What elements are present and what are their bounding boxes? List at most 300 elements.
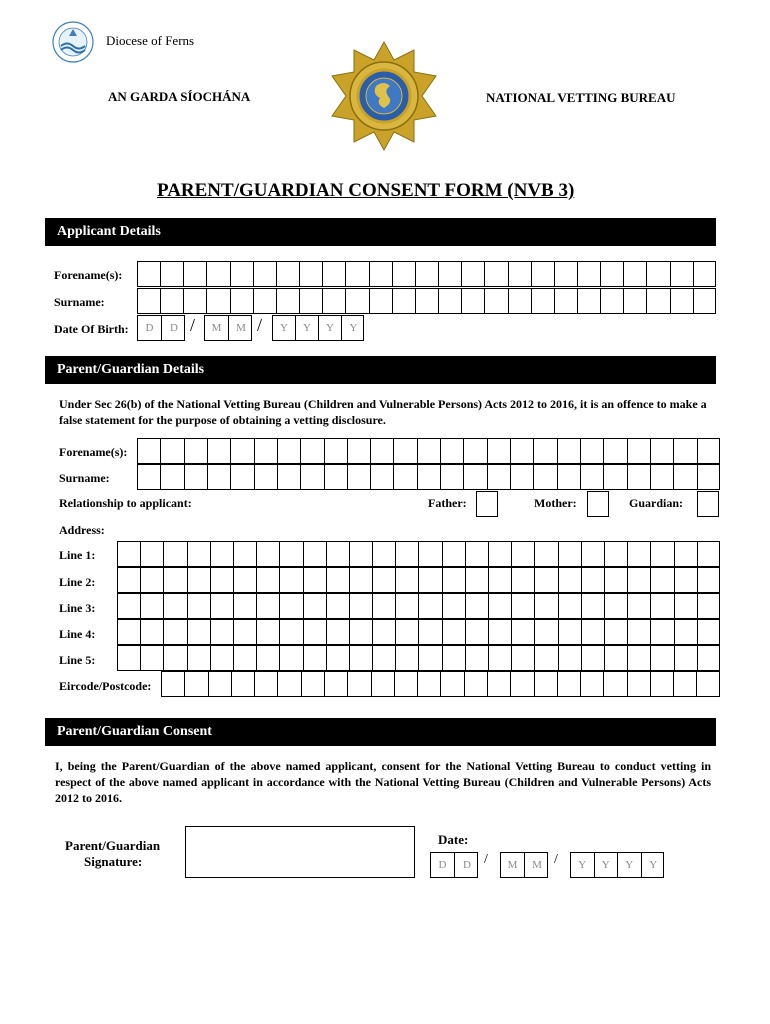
letter-box[interactable]: [439, 262, 462, 286]
letter-box[interactable]: [489, 620, 512, 644]
letter-box[interactable]: [396, 594, 419, 618]
dob-day-1[interactable]: D: [138, 316, 162, 340]
dob-year-2[interactable]: Y: [296, 316, 319, 340]
letter-box[interactable]: [558, 439, 581, 463]
letter-box[interactable]: [697, 672, 720, 696]
letter-box[interactable]: [604, 439, 627, 463]
letter-box[interactable]: [255, 672, 278, 696]
letter-box[interactable]: [211, 620, 234, 644]
letter-box[interactable]: [601, 262, 624, 286]
letter-box[interactable]: [141, 542, 164, 566]
consent-year-1[interactable]: Y: [571, 853, 595, 877]
letter-box[interactable]: [416, 289, 439, 313]
letter-box[interactable]: [280, 594, 303, 618]
letter-box[interactable]: [396, 542, 419, 566]
letter-box[interactable]: [605, 542, 628, 566]
consent-heading: Parent/Guardian Consent: [45, 718, 716, 746]
letter-box[interactable]: [395, 672, 418, 696]
letter-box[interactable]: [651, 646, 674, 670]
letter-box[interactable]: [161, 289, 184, 313]
letter-box[interactable]: [485, 289, 508, 313]
letter-box[interactable]: [416, 262, 439, 286]
letter-box[interactable]: [489, 646, 512, 670]
letter-box[interactable]: [350, 594, 373, 618]
letter-box[interactable]: [558, 465, 581, 489]
letter-box[interactable]: [257, 594, 280, 618]
letter-box[interactable]: [559, 646, 582, 670]
letter-box[interactable]: [443, 568, 466, 592]
letter-box[interactable]: [628, 568, 651, 592]
letter-box[interactable]: [489, 568, 512, 592]
letter-box[interactable]: [394, 465, 417, 489]
letter-box[interactable]: [512, 542, 535, 566]
signature-label-1: Parent/Guardian: [65, 838, 161, 853]
letter-box[interactable]: [304, 568, 327, 592]
letter-box[interactable]: [418, 672, 441, 696]
letter-box[interactable]: [605, 568, 628, 592]
letter-box[interactable]: [443, 646, 466, 670]
letter-box[interactable]: [511, 672, 534, 696]
letter-box[interactable]: [624, 289, 647, 313]
letter-box[interactable]: [188, 542, 211, 566]
letter-box[interactable]: [278, 465, 301, 489]
letter-box[interactable]: [164, 542, 187, 566]
letter-box[interactable]: [346, 289, 369, 313]
letter-box[interactable]: [651, 594, 674, 618]
letter-box[interactable]: [370, 289, 393, 313]
letter-box[interactable]: [118, 542, 141, 566]
letter-box[interactable]: [418, 439, 441, 463]
letter-box[interactable]: [141, 594, 164, 618]
letter-box[interactable]: [188, 594, 211, 618]
letter-box[interactable]: [280, 646, 303, 670]
letter-box[interactable]: [419, 568, 442, 592]
letter-box[interactable]: [301, 465, 324, 489]
letter-box[interactable]: [325, 672, 348, 696]
letter-box[interactable]: [512, 594, 535, 618]
letter-box[interactable]: [559, 594, 582, 618]
letter-box[interactable]: [325, 439, 348, 463]
letter-box[interactable]: [675, 542, 698, 566]
dob-year-boxes[interactable]: [272, 315, 364, 341]
letter-box[interactable]: [280, 542, 303, 566]
letter-box[interactable]: [535, 594, 558, 618]
consent-month-1[interactable]: M: [501, 853, 525, 877]
letter-box[interactable]: [674, 465, 697, 489]
dob-month-boxes[interactable]: [204, 315, 252, 341]
letter-box[interactable]: [138, 262, 161, 286]
letter-box[interactable]: [304, 542, 327, 566]
letter-box[interactable]: [211, 542, 234, 566]
letter-box[interactable]: [509, 262, 532, 286]
letter-box[interactable]: [512, 646, 535, 670]
letter-box[interactable]: [694, 262, 717, 286]
letter-box[interactable]: [578, 262, 601, 286]
letter-box[interactable]: [624, 262, 647, 286]
letter-box[interactable]: [393, 289, 416, 313]
letter-box[interactable]: [466, 542, 489, 566]
letter-box[interactable]: [323, 289, 346, 313]
letter-box[interactable]: [535, 568, 558, 592]
signature-field[interactable]: [185, 826, 415, 878]
parent-surname-boxes[interactable]: [137, 464, 720, 490]
eircode-boxes[interactable]: [161, 671, 720, 697]
letter-box[interactable]: [628, 646, 651, 670]
letter-box[interactable]: [698, 568, 721, 592]
letter-box[interactable]: [488, 439, 511, 463]
letter-box[interactable]: [280, 620, 303, 644]
letter-box[interactable]: [581, 439, 604, 463]
letter-box[interactable]: [675, 594, 698, 618]
letter-box[interactable]: [255, 439, 278, 463]
letter-box[interactable]: [300, 262, 323, 286]
letter-box[interactable]: [141, 646, 164, 670]
letter-box[interactable]: [582, 646, 605, 670]
letter-box[interactable]: [208, 439, 231, 463]
letter-box[interactable]: [327, 594, 350, 618]
letter-box[interactable]: [581, 672, 604, 696]
letter-box[interactable]: [488, 465, 511, 489]
letter-box[interactable]: [118, 646, 141, 670]
dob-year-1[interactable]: Y: [273, 316, 296, 340]
address-line1-boxes[interactable]: [117, 541, 720, 567]
letter-box[interactable]: [396, 620, 419, 644]
letter-box[interactable]: [208, 465, 231, 489]
dob-year-4[interactable]: Y: [349, 322, 358, 334]
letter-box[interactable]: [443, 620, 466, 644]
letter-box[interactable]: [466, 646, 489, 670]
letter-box[interactable]: [559, 568, 582, 592]
letter-box[interactable]: [232, 672, 255, 696]
letter-box[interactable]: [555, 262, 578, 286]
letter-box[interactable]: [535, 620, 558, 644]
letter-box[interactable]: [698, 542, 721, 566]
father-checkbox[interactable]: [476, 491, 498, 517]
letter-box[interactable]: [325, 465, 348, 489]
consent-month-2[interactable]: M: [532, 859, 542, 871]
letter-box[interactable]: [184, 289, 207, 313]
letter-box[interactable]: [348, 672, 371, 696]
letter-box[interactable]: [254, 262, 277, 286]
dob-day-2[interactable]: D: [170, 322, 178, 334]
letter-box[interactable]: [209, 672, 232, 696]
letter-box[interactable]: [465, 672, 488, 696]
letter-box[interactable]: [674, 439, 697, 463]
letter-box[interactable]: [396, 646, 419, 670]
letter-box[interactable]: [184, 262, 207, 286]
letter-box[interactable]: [373, 542, 396, 566]
letter-box[interactable]: [211, 568, 234, 592]
letter-box[interactable]: [185, 465, 208, 489]
letter-box[interactable]: [207, 262, 230, 286]
letter-box[interactable]: [605, 646, 628, 670]
letter-box[interactable]: [581, 465, 604, 489]
letter-box[interactable]: [138, 439, 161, 463]
applicant-forenames-boxes[interactable]: [137, 261, 716, 287]
letter-box[interactable]: [464, 465, 487, 489]
letter-box[interactable]: [118, 568, 141, 592]
letter-box[interactable]: [138, 289, 161, 313]
letter-box[interactable]: [698, 620, 721, 644]
letter-box[interactable]: [234, 620, 257, 644]
letter-box[interactable]: [511, 439, 534, 463]
letter-box[interactable]: [694, 289, 717, 313]
letter-box[interactable]: [257, 542, 280, 566]
letter-box[interactable]: [443, 594, 466, 618]
address-line3-boxes[interactable]: [117, 593, 720, 619]
letter-box[interactable]: [698, 465, 721, 489]
letter-box[interactable]: [441, 439, 464, 463]
parent-forenames-boxes[interactable]: [137, 438, 720, 464]
letter-box[interactable]: [370, 262, 393, 286]
letter-box[interactable]: [371, 439, 394, 463]
letter-box[interactable]: [185, 439, 208, 463]
letter-box[interactable]: [466, 568, 489, 592]
letter-box[interactable]: [419, 620, 442, 644]
mother-checkbox[interactable]: [587, 491, 609, 517]
letter-box[interactable]: [301, 439, 324, 463]
letter-box[interactable]: [441, 465, 464, 489]
applicant-surname-boxes[interactable]: [137, 288, 716, 314]
consent-date-year[interactable]: [570, 852, 664, 878]
letter-box[interactable]: [141, 620, 164, 644]
letter-box[interactable]: [628, 620, 651, 644]
letter-box[interactable]: [118, 594, 141, 618]
letter-box[interactable]: [489, 594, 512, 618]
letter-box[interactable]: [300, 289, 323, 313]
consent-date-month[interactable]: [500, 852, 548, 878]
letter-box[interactable]: [327, 542, 350, 566]
letter-box[interactable]: [188, 568, 211, 592]
letter-box[interactable]: [582, 542, 605, 566]
letter-box[interactable]: [255, 465, 278, 489]
letter-box[interactable]: [532, 262, 555, 286]
letter-box[interactable]: [278, 439, 301, 463]
letter-box[interactable]: [257, 646, 280, 670]
letter-box[interactable]: [164, 568, 187, 592]
letter-box[interactable]: [373, 646, 396, 670]
letter-box[interactable]: [462, 289, 485, 313]
diocese-name: Diocese of Ferns: [106, 33, 195, 48]
letter-box[interactable]: [628, 465, 651, 489]
letter-box[interactable]: [488, 672, 511, 696]
dob-year-3[interactable]: Y: [319, 316, 342, 340]
letter-box[interactable]: [466, 620, 489, 644]
guardian-checkbox[interactable]: [697, 491, 719, 517]
letter-box[interactable]: [671, 289, 694, 313]
letter-box[interactable]: [327, 568, 350, 592]
letter-box[interactable]: [234, 542, 257, 566]
letter-box[interactable]: [257, 568, 280, 592]
letter-box[interactable]: [327, 646, 350, 670]
letter-box[interactable]: [164, 620, 187, 644]
letter-box[interactable]: [535, 646, 558, 670]
letter-box[interactable]: [675, 646, 698, 670]
letter-box[interactable]: [161, 439, 184, 463]
letter-box[interactable]: [698, 594, 721, 618]
letter-box[interactable]: [604, 672, 627, 696]
letter-box[interactable]: [188, 620, 211, 644]
letter-box[interactable]: [511, 465, 534, 489]
letter-box[interactable]: [323, 262, 346, 286]
address-line5-boxes[interactable]: [117, 645, 720, 671]
letter-box[interactable]: [601, 289, 624, 313]
letter-box[interactable]: [555, 289, 578, 313]
letter-box[interactable]: [628, 542, 651, 566]
applicant-forenames-label: Forename(s):: [54, 268, 123, 282]
letter-box[interactable]: [675, 620, 698, 644]
letter-box[interactable]: [234, 646, 257, 670]
letter-box[interactable]: [651, 620, 674, 644]
letter-box[interactable]: [418, 465, 441, 489]
letter-box[interactable]: [348, 439, 371, 463]
letter-box[interactable]: [582, 594, 605, 618]
letter-box[interactable]: [582, 620, 605, 644]
letter-box[interactable]: [628, 594, 651, 618]
letter-box[interactable]: [350, 568, 373, 592]
letter-box[interactable]: [419, 646, 442, 670]
consent-day-2[interactable]: D: [463, 859, 471, 871]
letter-box[interactable]: [509, 289, 532, 313]
letter-box[interactable]: [277, 289, 300, 313]
letter-box[interactable]: [373, 594, 396, 618]
letter-box[interactable]: [605, 620, 628, 644]
dob-month-1[interactable]: M: [205, 316, 229, 340]
letter-box[interactable]: [278, 672, 301, 696]
letter-box[interactable]: [373, 568, 396, 592]
letter-box[interactable]: [671, 262, 694, 286]
dob-day-boxes[interactable]: [137, 315, 185, 341]
letter-box[interactable]: [231, 439, 254, 463]
letter-box[interactable]: [211, 594, 234, 618]
letter-box[interactable]: [164, 646, 187, 670]
letter-box[interactable]: [373, 620, 396, 644]
letter-box[interactable]: [162, 672, 185, 696]
letter-box[interactable]: [257, 620, 280, 644]
letter-box[interactable]: [277, 262, 300, 286]
letter-box[interactable]: [419, 594, 442, 618]
letter-box[interactable]: [674, 672, 697, 696]
parent-details-heading: Parent/Guardian Details: [45, 356, 716, 384]
letter-box[interactable]: [651, 542, 674, 566]
letter-box[interactable]: [605, 594, 628, 618]
letter-box[interactable]: [647, 289, 670, 313]
letter-box[interactable]: [604, 465, 627, 489]
consent-day-1[interactable]: D: [431, 853, 455, 877]
guardian-label: Guardian:: [629, 496, 684, 510]
letter-box[interactable]: [327, 620, 350, 644]
letter-box[interactable]: [578, 289, 601, 313]
letter-box[interactable]: [350, 542, 373, 566]
letter-box[interactable]: [558, 672, 581, 696]
letter-box[interactable]: [559, 542, 582, 566]
letter-box[interactable]: [675, 568, 698, 592]
letter-box[interactable]: [141, 568, 164, 592]
address-line2-boxes[interactable]: [117, 567, 720, 593]
letter-box[interactable]: [118, 620, 141, 644]
letter-box[interactable]: [231, 465, 254, 489]
letter-box[interactable]: [443, 542, 466, 566]
letter-box[interactable]: [304, 594, 327, 618]
letter-box[interactable]: [464, 439, 487, 463]
letter-box[interactable]: [231, 289, 254, 313]
letter-box[interactable]: [161, 262, 184, 286]
letter-box[interactable]: [371, 465, 394, 489]
letter-box[interactable]: [350, 620, 373, 644]
parent-surname-label: Surname:: [59, 471, 110, 485]
letter-box[interactable]: [138, 465, 161, 489]
letter-box[interactable]: [394, 439, 417, 463]
parent-forenames-label: Forename(s):: [59, 445, 128, 459]
letter-box[interactable]: [207, 289, 230, 313]
letter-box[interactable]: [231, 262, 254, 286]
letter-box[interactable]: [462, 262, 485, 286]
letter-box[interactable]: [185, 672, 208, 696]
letter-box[interactable]: [698, 439, 721, 463]
letter-box[interactable]: [164, 594, 187, 618]
letter-box[interactable]: [535, 672, 558, 696]
letter-box[interactable]: [280, 568, 303, 592]
letter-box[interactable]: [647, 262, 670, 286]
letter-box[interactable]: [489, 542, 512, 566]
letter-box[interactable]: [559, 620, 582, 644]
letter-box[interactable]: [350, 646, 373, 670]
letter-box[interactable]: [651, 439, 674, 463]
letter-box[interactable]: [304, 620, 327, 644]
dob-month-2[interactable]: M: [236, 322, 246, 334]
letter-box[interactable]: [628, 439, 651, 463]
address-line4-boxes[interactable]: [117, 619, 720, 645]
letter-box[interactable]: [302, 672, 325, 696]
consent-year-3[interactable]: Y: [618, 853, 642, 877]
letter-box[interactable]: [532, 289, 555, 313]
letter-box[interactable]: [512, 620, 535, 644]
letter-box[interactable]: [439, 289, 462, 313]
letter-box[interactable]: [534, 439, 557, 463]
letter-box[interactable]: [234, 594, 257, 618]
letter-box[interactable]: [651, 465, 674, 489]
letter-box[interactable]: [372, 672, 395, 696]
letter-box[interactable]: [419, 542, 442, 566]
address-line1-label: Line 1:: [59, 548, 96, 562]
letter-box[interactable]: [512, 568, 535, 592]
consent-date-sep-1: /: [484, 852, 488, 867]
letter-box[interactable]: [485, 262, 508, 286]
letter-box[interactable]: [393, 262, 416, 286]
letter-box[interactable]: [304, 646, 327, 670]
letter-box[interactable]: [651, 568, 674, 592]
consent-year-2[interactable]: Y: [595, 853, 619, 877]
letter-box[interactable]: [346, 262, 369, 286]
letter-box[interactable]: [396, 568, 419, 592]
consent-date-day[interactable]: [430, 852, 478, 878]
letter-box[interactable]: [348, 465, 371, 489]
letter-box[interactable]: [651, 672, 674, 696]
letter-box[interactable]: [188, 646, 211, 670]
letter-box[interactable]: [628, 672, 651, 696]
letter-box[interactable]: [698, 646, 721, 670]
letter-box[interactable]: [535, 542, 558, 566]
letter-box[interactable]: [211, 646, 234, 670]
letter-box[interactable]: [254, 289, 277, 313]
letter-box[interactable]: [441, 672, 464, 696]
letter-box[interactable]: [582, 568, 605, 592]
consent-year-4[interactable]: Y: [649, 859, 658, 871]
letter-box[interactable]: [466, 594, 489, 618]
letter-box[interactable]: [234, 568, 257, 592]
letter-box[interactable]: [161, 465, 184, 489]
letter-box[interactable]: [534, 465, 557, 489]
